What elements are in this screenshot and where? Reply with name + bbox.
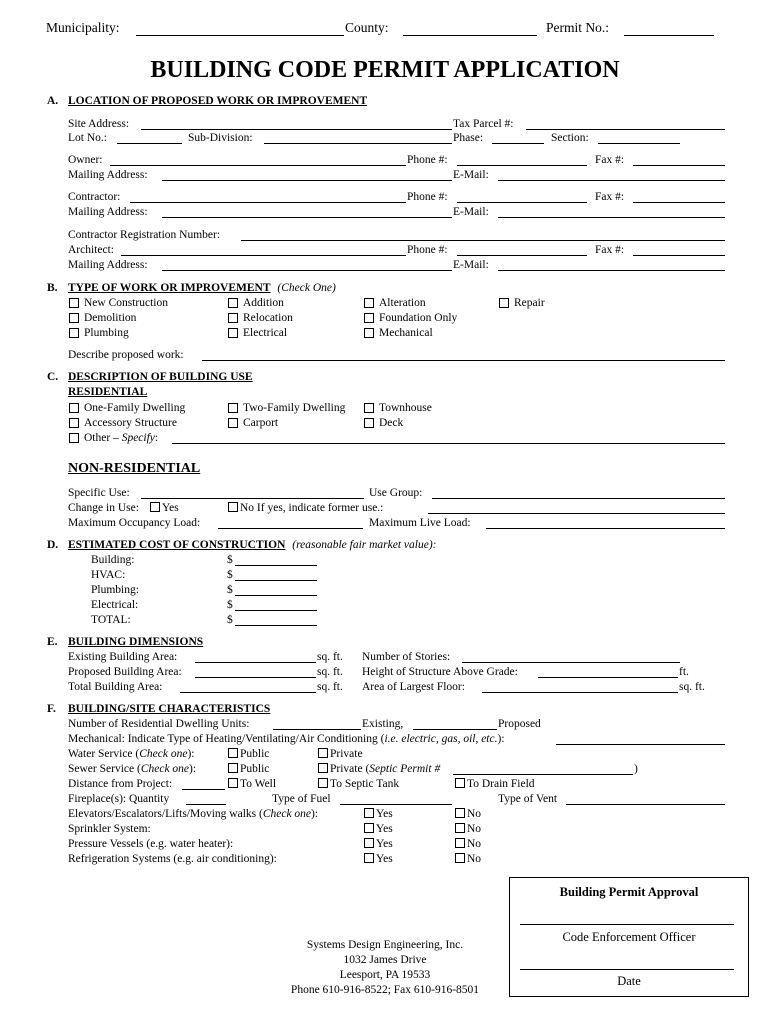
mechanical-label: Mechanical (379, 327, 433, 339)
accessory-label: Accessory Structure (84, 417, 177, 429)
contractor-email-label: E-Mail: (453, 206, 489, 218)
repair-label: Repair (514, 297, 545, 309)
cost-total-dollar: $ (227, 614, 233, 626)
one-family-label: One-Family Dwelling (84, 402, 186, 414)
total-area-field[interactable] (180, 692, 316, 693)
architect-email-label: E-Mail: (453, 259, 489, 271)
carport-label: Carport (243, 417, 279, 429)
largest-floor-field[interactable] (482, 692, 678, 693)
elevators-post: ): (311, 808, 319, 820)
architect-mailing-label: Mailing Address: (68, 259, 148, 271)
to-well-checkbox[interactable] (228, 778, 238, 788)
cost-plumbing-field[interactable] (235, 595, 317, 596)
mech-pre: Mechanical: Indicate Type of Heating/Ventilating/Air Conditioning ( (68, 733, 385, 745)
cost-building-label: Building: (91, 554, 135, 566)
cost-total-label: TOTAL: (91, 614, 131, 626)
describe-work-label: Describe proposed work: (68, 349, 184, 361)
owner-fax-label: Fax #: (595, 154, 625, 166)
water-private-label: Private (330, 748, 363, 760)
permit-no-field[interactable] (624, 35, 714, 36)
water-service-label (68, 749, 194, 761)
addition-checkbox[interactable] (228, 298, 238, 308)
contractor-phone-label: Phone #: (407, 191, 448, 203)
fuel-type-field[interactable] (340, 804, 452, 805)
deck-label: Deck (379, 417, 404, 429)
section-e-letter: E. (47, 636, 58, 648)
proposed-area-label: Proposed Building Area: (68, 666, 182, 678)
footer-city: Leesport, PA 19533 (339, 969, 431, 981)
contractor-email-field[interactable] (498, 217, 725, 218)
contractor-field[interactable] (130, 202, 406, 203)
section-d-heading: ESTIMATED COST OF CONSTRUCTION (68, 539, 286, 551)
refrigeration-yes-label: Yes (376, 853, 393, 865)
former-use-field[interactable] (428, 513, 725, 514)
proposed-area-field[interactable] (195, 677, 316, 678)
dwelling-units-label: Number of Residential Dwelling Units: (68, 718, 250, 730)
architect-mailing-field[interactable] (162, 270, 452, 271)
height-field[interactable] (538, 677, 678, 678)
fuel-type-label: Type of Fuel (272, 793, 331, 805)
townhouse-label: Townhouse (379, 402, 432, 414)
cost-total-field[interactable] (235, 625, 317, 626)
architect-fax-field[interactable] (633, 255, 725, 256)
sprinkler-yes-label: Yes (376, 823, 393, 835)
other-checkbox[interactable] (69, 433, 79, 443)
section-b-letter: B. (47, 282, 58, 294)
non-residential-heading: NON-RESIDENTIAL (68, 461, 201, 476)
townhouse-checkbox[interactable] (364, 403, 374, 413)
contractor-reg-label: Contractor Registration Number: (68, 229, 221, 241)
alteration-checkbox[interactable] (364, 298, 374, 308)
change-no-label: No If yes, indicate former use.: (240, 502, 384, 514)
max-occupancy-field[interactable] (218, 528, 363, 529)
approval-title: Building Permit Approval (559, 885, 699, 899)
alteration-label: Alteration (379, 297, 426, 309)
demolition-label: Demolition (84, 312, 137, 324)
deck-checkbox[interactable] (364, 418, 374, 428)
date-label: Date (617, 974, 641, 988)
cost-hvac-field[interactable] (235, 580, 317, 581)
tax-parcel-field[interactable] (526, 129, 725, 130)
permit-no-label: Permit No.: (546, 20, 609, 35)
demolition-checkbox[interactable] (69, 313, 79, 323)
units-proposed-field[interactable] (413, 729, 497, 730)
sprinkler-no-label: No (467, 823, 482, 835)
section-f-heading: BUILDING/SITE CHARACTERISTICS (68, 703, 271, 715)
units-existing-field[interactable] (273, 729, 361, 730)
total-area-label: Total Building Area: (68, 681, 163, 693)
owner-phone-field[interactable] (457, 165, 587, 166)
sprinkler-no-checkbox[interactable] (455, 823, 465, 833)
water-post: ): (187, 748, 195, 760)
pressure-no-label: No (467, 838, 482, 850)
elevators-yes-checkbox[interactable] (364, 808, 374, 818)
repair-checkbox[interactable] (499, 298, 509, 308)
officer-signature-line[interactable] (520, 924, 734, 925)
residential-heading: RESIDENTIAL (68, 386, 148, 398)
refrigeration-yes-checkbox[interactable] (364, 853, 374, 863)
elevators-no-checkbox[interactable] (455, 808, 465, 818)
plumbing-label: Plumbing (84, 327, 129, 339)
owner-email-field[interactable] (498, 180, 725, 181)
sub-division-label: Sub-Division: (188, 132, 253, 144)
footer-phone: Phone 610-916-8522; Fax 610-916-8501 (290, 984, 480, 996)
other-label (84, 433, 158, 445)
other-colon: : (154, 432, 159, 444)
cost-plumbing-dollar: $ (227, 584, 233, 596)
units-existing-label: Existing, (362, 718, 404, 730)
lot-no-field[interactable] (117, 143, 182, 144)
cost-building-field[interactable] (235, 565, 317, 566)
largest-floor-label: Area of Largest Floor: (362, 681, 465, 693)
section-f-letter: F. (47, 703, 56, 715)
section-b-heading: TYPE OF WORK OR IMPROVEMENT (68, 282, 271, 294)
stories-field[interactable] (462, 662, 680, 663)
section-b-heading-row (68, 283, 336, 295)
cost-electrical-field[interactable] (235, 610, 317, 611)
municipality-label: Municipality: (46, 20, 120, 35)
other-specify-field[interactable] (172, 443, 725, 444)
check-one-note: (Check One) (277, 282, 336, 294)
max-live-load-label: Maximum Live Load: (369, 517, 471, 529)
existing-area-label: Existing Building Area: (68, 651, 178, 663)
site-address-field[interactable] (141, 129, 452, 130)
vent-type-label: Type of Vent (498, 793, 558, 805)
sewer-public-checkbox[interactable] (228, 763, 238, 773)
vent-type-field[interactable] (566, 804, 725, 805)
cost-plumbing-label: Plumbing: (91, 584, 139, 596)
cost-electrical-dollar: $ (227, 599, 233, 611)
height-label: Height of Structure Above Grade: (362, 666, 518, 678)
contractor-fax-field[interactable] (633, 202, 725, 203)
foundation-only-checkbox[interactable] (364, 313, 374, 323)
owner-mailing-label: Mailing Address: (68, 169, 148, 181)
phase-field[interactable] (492, 143, 544, 144)
refrigeration-no-label: No (467, 853, 482, 865)
septic-permit-field[interactable] (453, 774, 633, 775)
new-construction-checkbox[interactable] (69, 298, 79, 308)
addition-label: Addition (243, 297, 284, 309)
units-proposed-label: Proposed (498, 718, 541, 730)
county-field[interactable] (403, 35, 537, 36)
form-title: BUILDING CODE PERMIT APPLICATION (150, 57, 620, 83)
two-family-checkbox[interactable] (228, 403, 238, 413)
officer-label: Code Enforcement Officer (562, 930, 696, 944)
to-drain-label: To Drain Field (467, 778, 535, 790)
elevators-check-one: Check one (262, 808, 312, 820)
approval-box (509, 877, 749, 997)
refrigeration-no-checkbox[interactable] (455, 853, 465, 863)
largest-floor-unit: sq. ft. (679, 681, 705, 693)
section-label: Section: (551, 132, 589, 144)
specific-use-field[interactable] (141, 498, 364, 499)
architect-email-field[interactable] (498, 270, 725, 271)
to-septic-label: To Septic Tank (330, 778, 400, 790)
sewer-private-text: Private (330, 763, 363, 775)
sewer-private-label: Private (Septic Permit # (330, 763, 441, 775)
total-area-unit: sq. ft. (317, 681, 343, 693)
relocation-checkbox[interactable] (228, 313, 238, 323)
elevators-no-label: No (467, 808, 482, 820)
municipality-field[interactable] (136, 35, 344, 36)
two-family-label: Two-Family Dwelling (243, 402, 346, 414)
water-check-one: Check one (139, 748, 188, 760)
lot-no-label: Lot No.: (68, 132, 107, 144)
section-field[interactable] (598, 143, 680, 144)
architect-phone-label: Phone #: (407, 244, 448, 256)
cost-building-dollar: $ (227, 554, 233, 566)
section-c-letter: C. (47, 371, 59, 383)
refrigeration-label: Refrigeration Systems (e.g. air conditioning): (68, 853, 277, 865)
electrical-label: Electrical (243, 327, 288, 339)
owner-email-label: E-Mail: (453, 169, 489, 181)
contractor-fax-label: Fax #: (595, 191, 625, 203)
owner-fax-field[interactable] (633, 165, 725, 166)
owner-phone-label: Phone #: (407, 154, 448, 166)
other-text: Other – (84, 432, 122, 444)
sewer-private-checkbox[interactable] (318, 763, 328, 773)
septic-paren: ) (634, 763, 638, 775)
footer-street: 1032 James Drive (343, 954, 427, 966)
specify-text: Specify (121, 432, 155, 444)
water-private-checkbox[interactable] (318, 748, 328, 758)
carport-checkbox[interactable] (228, 418, 238, 428)
elevators-yes-label: Yes (376, 808, 393, 820)
sprinkler-yes-checkbox[interactable] (364, 823, 374, 833)
section-e-heading: BUILDING DIMENSIONS (68, 636, 204, 648)
section-d-heading-row (68, 540, 437, 552)
architect-field[interactable] (121, 255, 406, 256)
section-a-heading: LOCATION OF PROPOSED WORK OR IMPROVEMENT (68, 95, 368, 107)
accessory-checkbox[interactable] (69, 418, 79, 428)
existing-area-unit: sq. ft. (317, 651, 343, 663)
elevators-pre: Elevators/Escalators/Lifts/Moving walks ( (68, 808, 263, 820)
fair-market-note: (reasonable fair market value): (292, 539, 437, 551)
sub-division-field[interactable] (264, 143, 452, 144)
use-group-field[interactable] (432, 498, 725, 499)
distance-blank[interactable] (182, 789, 225, 790)
water-public-checkbox[interactable] (228, 748, 238, 758)
mechanical-type-label (68, 734, 505, 746)
describe-work-field[interactable] (202, 360, 725, 361)
proposed-area-unit: sq. ft. (317, 666, 343, 678)
pressure-no-checkbox[interactable] (455, 838, 465, 848)
fireplace-qty-field[interactable] (186, 804, 226, 805)
section-c-heading: DESCRIPTION OF BUILDING USE (68, 371, 253, 383)
one-family-checkbox[interactable] (69, 403, 79, 413)
section-d-letter: D. (47, 539, 59, 551)
to-well-label: To Well (240, 778, 277, 790)
change-yes-checkbox[interactable] (150, 502, 160, 512)
section-a-letter: A. (47, 95, 59, 107)
relocation-label: Relocation (243, 312, 293, 324)
height-unit: ft. (679, 666, 689, 678)
elevators-label (68, 809, 318, 821)
distance-label: Distance from Project: (68, 778, 173, 790)
pressure-yes-label: Yes (376, 838, 393, 850)
sewer-pre: Sewer Service ( (68, 763, 141, 775)
architect-label: Architect: (68, 244, 114, 256)
contractor-mailing-label: Mailing Address: (68, 206, 148, 218)
contractor-reg-field[interactable] (241, 240, 725, 241)
cost-hvac-dollar: $ (227, 569, 233, 581)
mechanical-checkbox[interactable] (364, 328, 374, 338)
tax-parcel-label: Tax Parcel #: (453, 118, 514, 130)
electrical-checkbox[interactable] (228, 328, 238, 338)
footer-company: Systems Design Engineering, Inc. (306, 939, 464, 951)
plumbing-checkbox[interactable] (69, 328, 79, 338)
to-septic-checkbox[interactable] (318, 778, 328, 788)
mech-examples: i.e. electric, gas, oil, etc. (384, 733, 498, 745)
cost-electrical-label: Electrical: (91, 599, 139, 611)
sewer-service-label (68, 764, 196, 776)
pressure-label: Pressure Vessels (e.g. water heater): (68, 838, 234, 850)
fireplace-label: Fireplace(s): Quantity (68, 793, 170, 805)
owner-field[interactable] (110, 165, 406, 166)
owner-mailing-field[interactable] (162, 180, 452, 181)
sewer-check-one: Check one (140, 763, 190, 775)
county-label: County: (345, 20, 389, 35)
water-pre: Water Service ( (68, 748, 140, 760)
mech-post: ): (497, 733, 505, 745)
mechanical-type-field[interactable] (556, 744, 725, 745)
foundation-only-label: Foundation Only (379, 312, 458, 324)
to-drain-checkbox[interactable] (455, 778, 465, 788)
cost-hvac-label: HVAC: (91, 569, 126, 581)
max-occupancy-label: Maximum Occupancy Load: (68, 517, 201, 529)
site-address-label: Site Address: (68, 118, 130, 130)
date-line[interactable] (520, 969, 734, 970)
existing-area-field[interactable] (195, 662, 316, 663)
water-public-label: Public (240, 748, 270, 760)
contractor-mailing-field[interactable] (162, 217, 452, 218)
sprinkler-label: Sprinkler System: (68, 823, 151, 835)
specific-use-label: Specific Use: (68, 487, 130, 499)
owner-label: Owner: (68, 154, 103, 166)
sewer-post: ): (189, 763, 197, 775)
change-no-checkbox[interactable] (228, 502, 238, 512)
septic-permit-label: Septic Permit # (369, 763, 441, 775)
phase-label: Phase: (453, 132, 484, 144)
use-group-label: Use Group: (369, 487, 423, 499)
stories-label: Number of Stories: (362, 651, 451, 663)
max-live-load-field[interactable] (486, 528, 725, 529)
new-construction-label: New Construction (84, 297, 169, 309)
sewer-public-label: Public (240, 763, 270, 775)
architect-fax-label: Fax #: (595, 244, 625, 256)
change-yes-label: Yes (162, 502, 179, 514)
contractor-label: Contractor: (68, 191, 121, 203)
architect-phone-field[interactable] (457, 255, 587, 256)
change-in-use-label: Change in Use: (68, 502, 139, 514)
pressure-yes-checkbox[interactable] (364, 838, 374, 848)
contractor-phone-field[interactable] (457, 202, 587, 203)
